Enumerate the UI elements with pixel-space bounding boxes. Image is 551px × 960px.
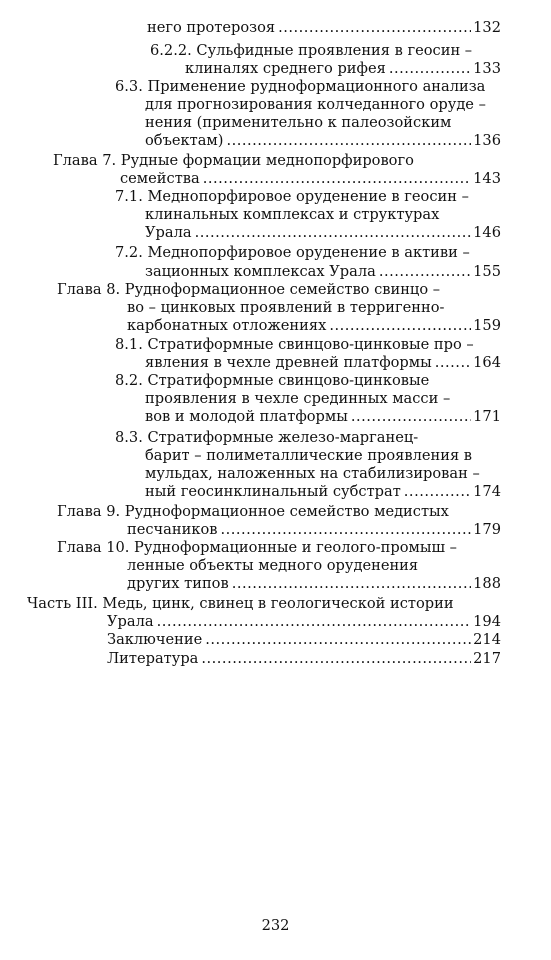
toc-line xyxy=(185,60,501,77)
toc-line-text: Урала xyxy=(107,613,154,630)
dot-leader xyxy=(329,317,471,334)
toc-line xyxy=(115,336,474,353)
toc-line-text: Урала xyxy=(145,224,192,241)
toc-line-text: семейства xyxy=(120,170,200,187)
toc-line xyxy=(145,114,451,131)
toc-line-text: нения (применительно к палеозойским xyxy=(145,114,452,131)
dot-leader xyxy=(435,354,471,371)
toc-line-text: явления в чехле древней платформы xyxy=(145,354,432,371)
toc-line-text: карбонатных отложениях xyxy=(127,317,327,334)
toc-line-text: мульдах, наложенных на стабилизирован – xyxy=(145,465,480,482)
toc-line-text: барит – полиметаллические проявления в xyxy=(145,447,473,464)
toc-line xyxy=(127,557,418,574)
toc-line-text: 8.3. Стратиформные железо-марганец- xyxy=(115,429,419,446)
toc-line-text: 7.2. Меднопорфировое оруденение в активи – xyxy=(115,244,470,261)
toc-line xyxy=(145,263,501,280)
toc-line xyxy=(145,408,501,425)
dot-leader xyxy=(379,263,471,280)
toc-line xyxy=(115,372,429,389)
toc-line-text: Литература xyxy=(107,650,199,667)
toc-line-text: во – цинковых проявлений в терригенно- xyxy=(127,299,445,316)
toc-line xyxy=(150,42,472,59)
toc-line-text: Глава 10. Рудноформационные и геолого-промыш – xyxy=(57,539,457,556)
toc-page-number: 171 xyxy=(473,408,501,425)
toc-line xyxy=(115,244,470,261)
toc-line-text: клинальных комплексах и структурах xyxy=(145,206,440,223)
toc-line xyxy=(145,447,472,464)
dot-leader xyxy=(226,132,471,149)
dot-leader xyxy=(232,575,471,592)
toc-page-number: 136 xyxy=(473,132,501,149)
toc-line-text: Заключение xyxy=(107,631,203,648)
toc-line xyxy=(145,354,501,371)
toc-page-number: 188 xyxy=(473,575,501,592)
toc-page-number: 179 xyxy=(473,521,501,538)
dot-leader xyxy=(220,521,471,538)
toc-line xyxy=(120,170,501,187)
toc-line xyxy=(127,575,501,592)
toc-line xyxy=(127,521,501,538)
toc-line xyxy=(127,317,501,334)
toc-line-text: 6.3. Применение рудноформационного анализа xyxy=(115,78,486,95)
toc-line xyxy=(27,595,454,612)
dot-leader xyxy=(389,60,471,77)
dot-leader xyxy=(278,19,471,36)
dot-leader xyxy=(205,631,471,648)
toc-line-text: объектам) xyxy=(145,132,224,149)
toc-line xyxy=(115,188,469,205)
toc-line xyxy=(145,390,450,407)
toc-line-text: зационных комплексах Урала xyxy=(145,263,376,280)
page-number: 232 xyxy=(261,917,290,934)
toc-line xyxy=(57,503,449,520)
toc-line-text: песчаников xyxy=(127,521,218,538)
toc-page-number: 164 xyxy=(473,354,501,371)
dot-leader xyxy=(404,483,471,500)
toc-line-text: 6.2.2. Сульфидные проявления в геосин – xyxy=(150,42,473,59)
toc-page-number: 133 xyxy=(473,60,501,77)
toc-page-number: 194 xyxy=(473,613,501,630)
toc-line xyxy=(115,78,485,95)
toc-line-text: проявления в чехле срединных масси – xyxy=(145,390,451,407)
toc-line xyxy=(115,429,418,446)
toc-page-number: 132 xyxy=(473,19,501,36)
toc-page-number: 214 xyxy=(473,631,501,648)
toc-line-text: 7.1. Меднопорфировое оруденение в геосин – xyxy=(115,188,469,205)
toc-line xyxy=(57,281,440,298)
toc-line xyxy=(57,539,457,556)
toc-line xyxy=(145,224,501,241)
toc-line xyxy=(53,152,414,169)
toc-line-text: вов и молодой платформы xyxy=(145,408,348,425)
toc-line-text: Глава 8. Рудноформационное семейство свинцо – xyxy=(57,281,441,298)
toc-page-number: 217 xyxy=(473,650,501,667)
toc-line xyxy=(145,132,501,149)
toc-line xyxy=(127,299,444,316)
dot-leader xyxy=(201,650,471,667)
toc-line xyxy=(145,96,486,113)
toc-line xyxy=(107,631,501,648)
dot-leader xyxy=(351,408,471,425)
dot-leader xyxy=(195,224,472,241)
toc-page-number: 174 xyxy=(473,483,501,500)
dot-leader xyxy=(203,170,471,187)
toc-line-text: Часть III. Медь, цинк, свинец в геологической истории xyxy=(27,595,454,612)
toc-line xyxy=(145,206,439,223)
toc-line xyxy=(145,483,501,500)
toc-line xyxy=(107,613,501,630)
toc-page-number: 146 xyxy=(473,224,501,241)
dot-leader xyxy=(157,613,472,630)
toc-page-number: 143 xyxy=(473,170,501,187)
toc-line-text: Глава 9. Рудноформационное семейство медистых xyxy=(57,503,449,520)
toc-line-text: для прогнозирования колчеданного оруде – xyxy=(145,96,486,113)
toc-line-text: ленные объекты медного оруденения xyxy=(127,557,419,574)
toc-line-text: 8.2. Стратиформные свинцово-цинковые xyxy=(115,372,430,389)
toc-page-number: 159 xyxy=(473,317,501,334)
toc-line-text: ный геосинклинальный субстрат xyxy=(145,483,401,500)
toc-line-text: других типов xyxy=(127,575,229,592)
toc-line-text: 8.1. Стратиформные свинцово-цинковые про – xyxy=(115,336,474,353)
toc-page-number: 155 xyxy=(473,263,501,280)
toc-line xyxy=(107,650,501,667)
toc-line-text: клиналях среднего рифея xyxy=(185,60,386,77)
toc-line xyxy=(147,19,501,36)
toc-line-text: него протерозоя xyxy=(147,19,276,36)
toc-line-text: Глава 7. Рудные формации меднопорфирового xyxy=(53,152,414,169)
toc-line xyxy=(145,465,480,482)
